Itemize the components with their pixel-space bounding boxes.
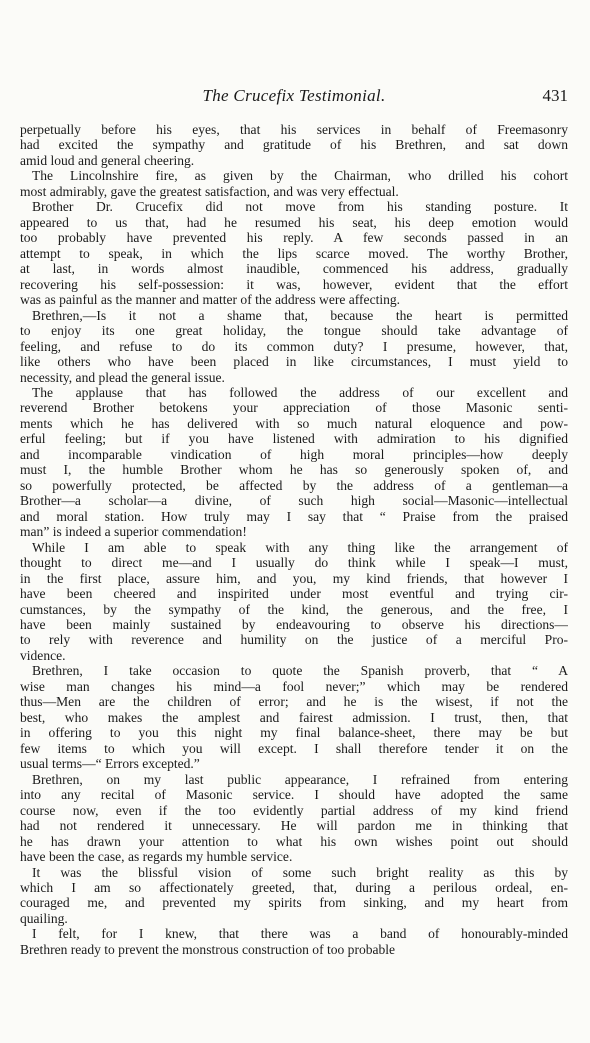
text-line: too probably have prevented his reply. A few seconds passed in an	[20, 230, 568, 246]
text-line: best, who makes the amplest and fairest admission. I trust, then, that	[20, 709, 568, 725]
text-line: perpetually before his eyes, that his services in behalf of Freemasonry	[20, 122, 568, 137]
text-line: vidence.	[20, 647, 66, 663]
paragraph	[20, 385, 568, 540]
text-line: so powerfully protected, be affected by the address of a gentleman—a	[20, 477, 568, 493]
text-line: While I am able to speak with any thing like the arrangement of	[32, 539, 568, 555]
text-line: which I am so affectionately greeted, that, during a perilous ordeal, en-	[20, 879, 568, 895]
paragraph	[20, 199, 568, 307]
text-line: The applause that has followed the address of our excellent and	[32, 384, 568, 400]
text-line: wise man changes his mind—a fool never;” which may be rendered	[20, 678, 568, 694]
text-line: like others who have been placed in like circumstances, I must yield to	[20, 354, 568, 370]
text-line: erful feeling; but if you have listened with admiration to his dignified	[20, 431, 568, 447]
paragraph	[20, 772, 568, 865]
body-text	[20, 122, 568, 957]
text-line: was as painful as the manner and matter of the address were affecting.	[20, 292, 401, 308]
text-line: have been the case, as regards my humble service.	[20, 849, 293, 865]
paragraph	[20, 308, 568, 385]
text-line: Brethren ready to prevent the monstrous construction of too probable	[20, 941, 396, 957]
text-line: few items to which you will except. I shall therefore tender it on the	[20, 740, 568, 756]
text-line: have been cheered and inspirited under most eventful and trying cir-	[20, 586, 568, 602]
text-line: Brethren, I take occasion to quote the Spanish proverb, that “ A	[32, 663, 568, 679]
text-line: feeling, and refuse to do its common duty? I presume, however, that,	[20, 338, 568, 354]
paragraph	[20, 663, 568, 771]
paragraph	[20, 926, 568, 957]
text-line: reverend Brother betokens your appreciation of those Masonic senti-	[20, 400, 568, 416]
text-line: recovering his self-possession: it was, however, evident that the effort	[20, 276, 568, 292]
text-line: The Lincolnshire fire, as given by the Chairman, who drilled his cohort	[32, 168, 568, 184]
text-line: It was the blissful vision of some such bright reality as this by	[32, 864, 568, 880]
text-line: Brethren, on my last public appearance, I refrained from entering	[32, 771, 568, 787]
text-line: in offering to you this night my final balance-sheet, there may be but	[20, 725, 568, 741]
text-line: Brethren,—Is it not a shame that, because the heart is permitted	[32, 307, 568, 323]
text-line: have been mainly sustained by endeavouring to observe his directions—	[20, 617, 568, 632]
text-line: Brother—a scholar—a divine, of such high social—Masonic—intellectual	[20, 493, 568, 509]
text-line: quailing.	[20, 910, 68, 926]
text-line: attempt to speak, in which the lips scarce moved. The worthy Brother,	[20, 245, 568, 261]
text-line: in the first place, assure him, and you, my kind friends, that however I	[20, 570, 568, 586]
text-line: had not rendered it unnecessary. He will pardon me in thinking that	[20, 818, 568, 834]
paragraph	[20, 540, 568, 664]
text-line: and moral station. How truly may I say that “ Praise from the praised	[20, 508, 568, 524]
paragraph	[20, 865, 568, 927]
running-header	[20, 86, 568, 112]
text-line: most admirably, gave the greatest satisfaction, and was very effectual.	[20, 183, 399, 199]
text-line: into any recital of Masonic service. I should have adopted the same	[20, 787, 568, 803]
text-line: must I, the humble Brother whom he has so generously spoken of, and	[20, 462, 568, 478]
text-line: he has drawn your attention to what his own wishes point out should	[20, 833, 568, 849]
text-line: ments which he has delivered with so much natural eloquence and pow-	[20, 415, 568, 431]
text-line: and incomparable vindication of high moral principles—how deeply	[20, 446, 568, 462]
text-line: had excited the sympathy and gratitude of his Brethren, and sat down	[20, 137, 568, 153]
text-line: to rely with reverence and humility on the justice of a merciful Pro-	[20, 632, 568, 648]
text-line: amid loud and general cheering.	[20, 152, 195, 168]
page-number: 431	[542, 86, 568, 105]
text-line: usual terms—“ Errors excepted.”	[20, 756, 200, 772]
text-line: I felt, for I knew, that there was a band of honourably-minded	[32, 926, 568, 942]
text-line: man” is indeed a superior commendation!	[20, 524, 247, 540]
text-line: appeared to us that, had he resumed his seat, his deep emotion would	[20, 214, 568, 230]
text-line: to enjoy its one great holiday, the tongue should take advantage of	[20, 323, 568, 339]
text-line: at last, in words almost inaudible, commenced his address, gradually	[20, 261, 568, 277]
running-title: The Crucefix Testimonial.	[202, 86, 386, 105]
paragraph	[20, 122, 568, 168]
text-line: thus—Men are the children of error; and he is the wisest, if not the	[20, 694, 568, 710]
text-line: thought to direct me—and I usually do think while I speak—I must,	[20, 555, 568, 571]
text-line: necessity, and plead the general issue.	[20, 369, 225, 385]
text-line: couraged me, and prevented my spirits from sinking, and my heart from	[20, 895, 568, 911]
text-line: Brother Dr. Crucefix did not move from his standing posture. It	[32, 199, 568, 215]
text-line: course now, even if the too evidently partial address of my kind friend	[20, 802, 568, 818]
paragraph	[20, 168, 568, 199]
text-line: cumstances, by the sympathy of the kind, the generous, and the free, I	[20, 601, 568, 617]
